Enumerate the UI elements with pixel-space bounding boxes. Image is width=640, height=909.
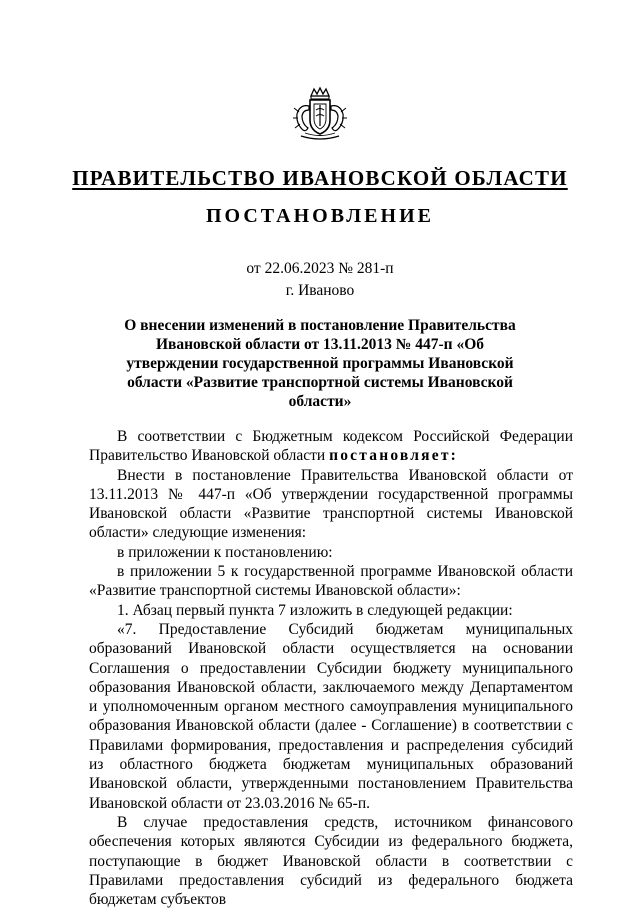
body-paragraph: в приложении к постановлению:	[117, 543, 333, 561]
document-date-number: от 22.06.2023 № 281-п	[246, 260, 394, 277]
government-title: ПРАВИТЕЛЬСТВО ИВАНОВСКОЙ ОБЛАСТИ	[72, 166, 568, 190]
document-subject: О внесении изменений в постановление Правительства Ивановской области от 13.11.2013 № 447-п «Об утверждении государственной программы Ивановской области «Развитие транспортной системы Ивановской области»	[124, 317, 516, 410]
document-body	[89, 427, 573, 909]
document-type: ПОСТАНОВЛЕНИЕ	[206, 205, 434, 227]
body-paragraph: «7. Предоставление Субсидий бюджетам муниципальных образований Ивановской области осуществляется на основании Соглашения о предоставлении Субсидии бюджету муниципального образования Ивановской области, заключаемого между Департаментом и уполномоченным органом местного самоуправления муниципального образования Ивановской области (далее - Соглашение) в соответствии с Правилами формирования, предоставления и распределения субсидий из областного бюджета бюджетам муниципальных образований Ивановской области, утвержденными постановлением Правительства Ивановской области от 23.03.2016 № 65-п.	[89, 620, 573, 812]
ivanovo-coat-of-arms-icon	[291, 86, 349, 144]
resolves-keyword: постановляет:	[329, 447, 458, 465]
body-paragraph: В случае предоставления средств, источником финансового обеспечения которых являются Субсидии из федерального бюджета, поступающие в бюджет Ивановской области в соответствии с Правилами предоставления субсидий из федерального бюджета бюджетам субъектов	[89, 813, 573, 909]
body-paragraph: 1. Абзац первый пункта 7 изложить в следующей редакции:	[117, 601, 513, 619]
body-paragraph: Внести в постановление Правительства Ивановской области от 13.11.2013 № 447-п «Об утверждении государственной программы Ивановской области «Развитие транспортной системы Ивановской области» следующие изменения:	[89, 466, 573, 542]
paragraph-text: В соответствии с Бюджетным кодексом Российской Федерации Правительство Ивановской области	[89, 428, 573, 465]
document-city: г. Иваново	[285, 282, 355, 299]
body-paragraph: в приложении 5 к государственной программе Ивановской области «Развитие транспортной системы Ивановской области»:	[89, 563, 573, 600]
body-paragraph	[89, 427, 573, 466]
